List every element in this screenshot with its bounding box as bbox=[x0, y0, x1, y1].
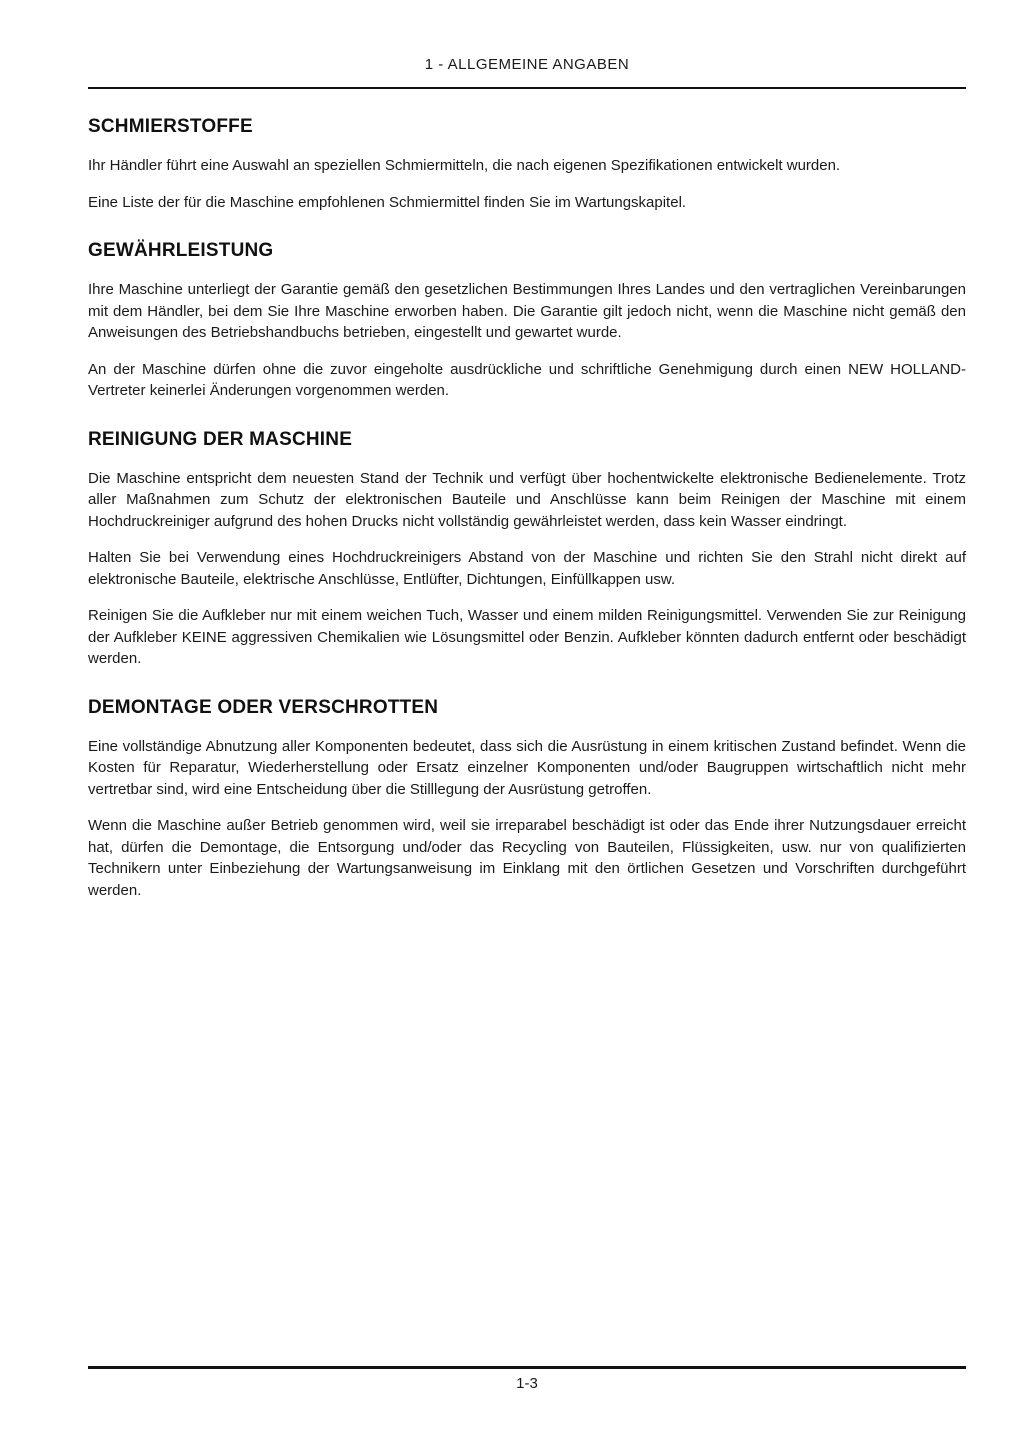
section-heading-gewaehrleistung: GEWÄHRLEISTUNG bbox=[88, 240, 274, 261]
header-rule bbox=[88, 87, 966, 89]
paragraph: Ihr Händler führt eine Auswahl an speziellen Schmiermitteln, die nach eigenen Spezifikationen entwickelt wurden. bbox=[88, 157, 841, 174]
page-footer bbox=[88, 1366, 966, 1392]
page-header-title: 1 - ALLGEMEINE ANGABEN bbox=[424, 56, 630, 73]
paragraph: Eine vollständige Abnutzung aller Komponenten bedeutet, dass sich die Ausrüstung in einem kritischen Zustand befindet. Wenn die Kosten für Reparatur, Wiederherstellung oder Ersatz einzelner Komponenten und/oder Baugruppen wirtschaftlich nicht mehr vertretbar sind, wird eine Entscheidung über die Stilllegung der Ausrüstung getroffen. bbox=[88, 737, 966, 798]
page-content bbox=[88, 0, 966, 916]
section-heading-reinigung: REINIGUNG DER MASCHINE bbox=[88, 428, 353, 450]
section-gewaehrleistung bbox=[88, 240, 966, 402]
paragraph: An der Maschine dürfen ohne die zuvor eingeholte ausdrückliche und schriftliche Genehmigung durch einen NEW HOLLAND-Vertreter keinerlei Änderungen vorgenommen werden. bbox=[88, 360, 966, 399]
paragraph: Ihre Maschine unterliegt der Garantie gemäß den gesetzlichen Bestimmungen Ihres Landes und den vertraglichen Vereinbarungen mit dem Händler, bei dem Sie Ihre Maschine erworben haben. Die Garantie gilt jedoch nicht, wenn die Maschine nicht gemäß den Anweisungen des Betriebshandbuchs betrieben, eingestellt und gewartet wurde. bbox=[88, 281, 966, 341]
page-number: 1-3 bbox=[516, 1375, 538, 1392]
section-reinigung-der-maschine bbox=[88, 429, 966, 670]
section-heading-demontage: DEMONTAGE ODER VERSCHROTTEN bbox=[88, 696, 439, 718]
section-schmierstoffe bbox=[88, 116, 966, 213]
footer-rule bbox=[88, 1366, 966, 1369]
section-demontage-oder-verschrotten bbox=[88, 697, 966, 902]
document-body bbox=[88, 116, 966, 901]
paragraph: Eine Liste der für die Maschine empfohlenen Schmiermittel finden Sie im Wartungskapitel. bbox=[88, 193, 687, 211]
section-heading-schmierstoffe: SCHMIERSTOFFE bbox=[88, 116, 253, 137]
paragraph: Die Maschine entspricht dem neuesten Stand der Technik und verfügt über hochentwickelte elektronische Bedienelemente. Trotz aller Maßnahmen zum Schutz der elektronischen Bauteile und Anschlüsse kann beim Reinigen der Maschine mit einem Hochdruckreiniger aufgrund des hohen Drucks nicht vollständig gewährleistet werden, dass kein Wasser eindringt. bbox=[88, 469, 966, 530]
paragraph: Reinigen Sie die Aufkleber nur mit einem weichen Tuch, Wasser und einem milden Reinigungsmittel. Verwenden Sie zur Reinigung der Aufkleber KEINE aggressiven Chemikalien wie Lösungsmittel oder Benzin. Aufkleber könnten dadurch entfernt oder beschädigt werden. bbox=[88, 607, 966, 667]
paragraph: Wenn die Maschine außer Betrieb genommen wird, weil sie irreparabel beschädigt ist oder das Ende ihrer Nutzungsdauer erreicht hat, dürfen die Demontage, die Entsorgung und/oder das Recycling von Bauteilen, Flüssigkeiten, usw. nur von qualifizierten Technikern unter Einbeziehung der Wartungsanweisung im Einklang mit den örtlichen Gesetzen und Vorschriften durchgeführt werden. bbox=[88, 817, 966, 899]
paragraph: Halten Sie bei Verwendung eines Hochdruckreinigers Abstand von der Maschine und richten Sie den Strahl nicht direkt auf elektronische Bauteile, elektrische Anschlüsse, Entlüfter, Dichtungen, Einfüllkappen usw. bbox=[88, 549, 966, 588]
